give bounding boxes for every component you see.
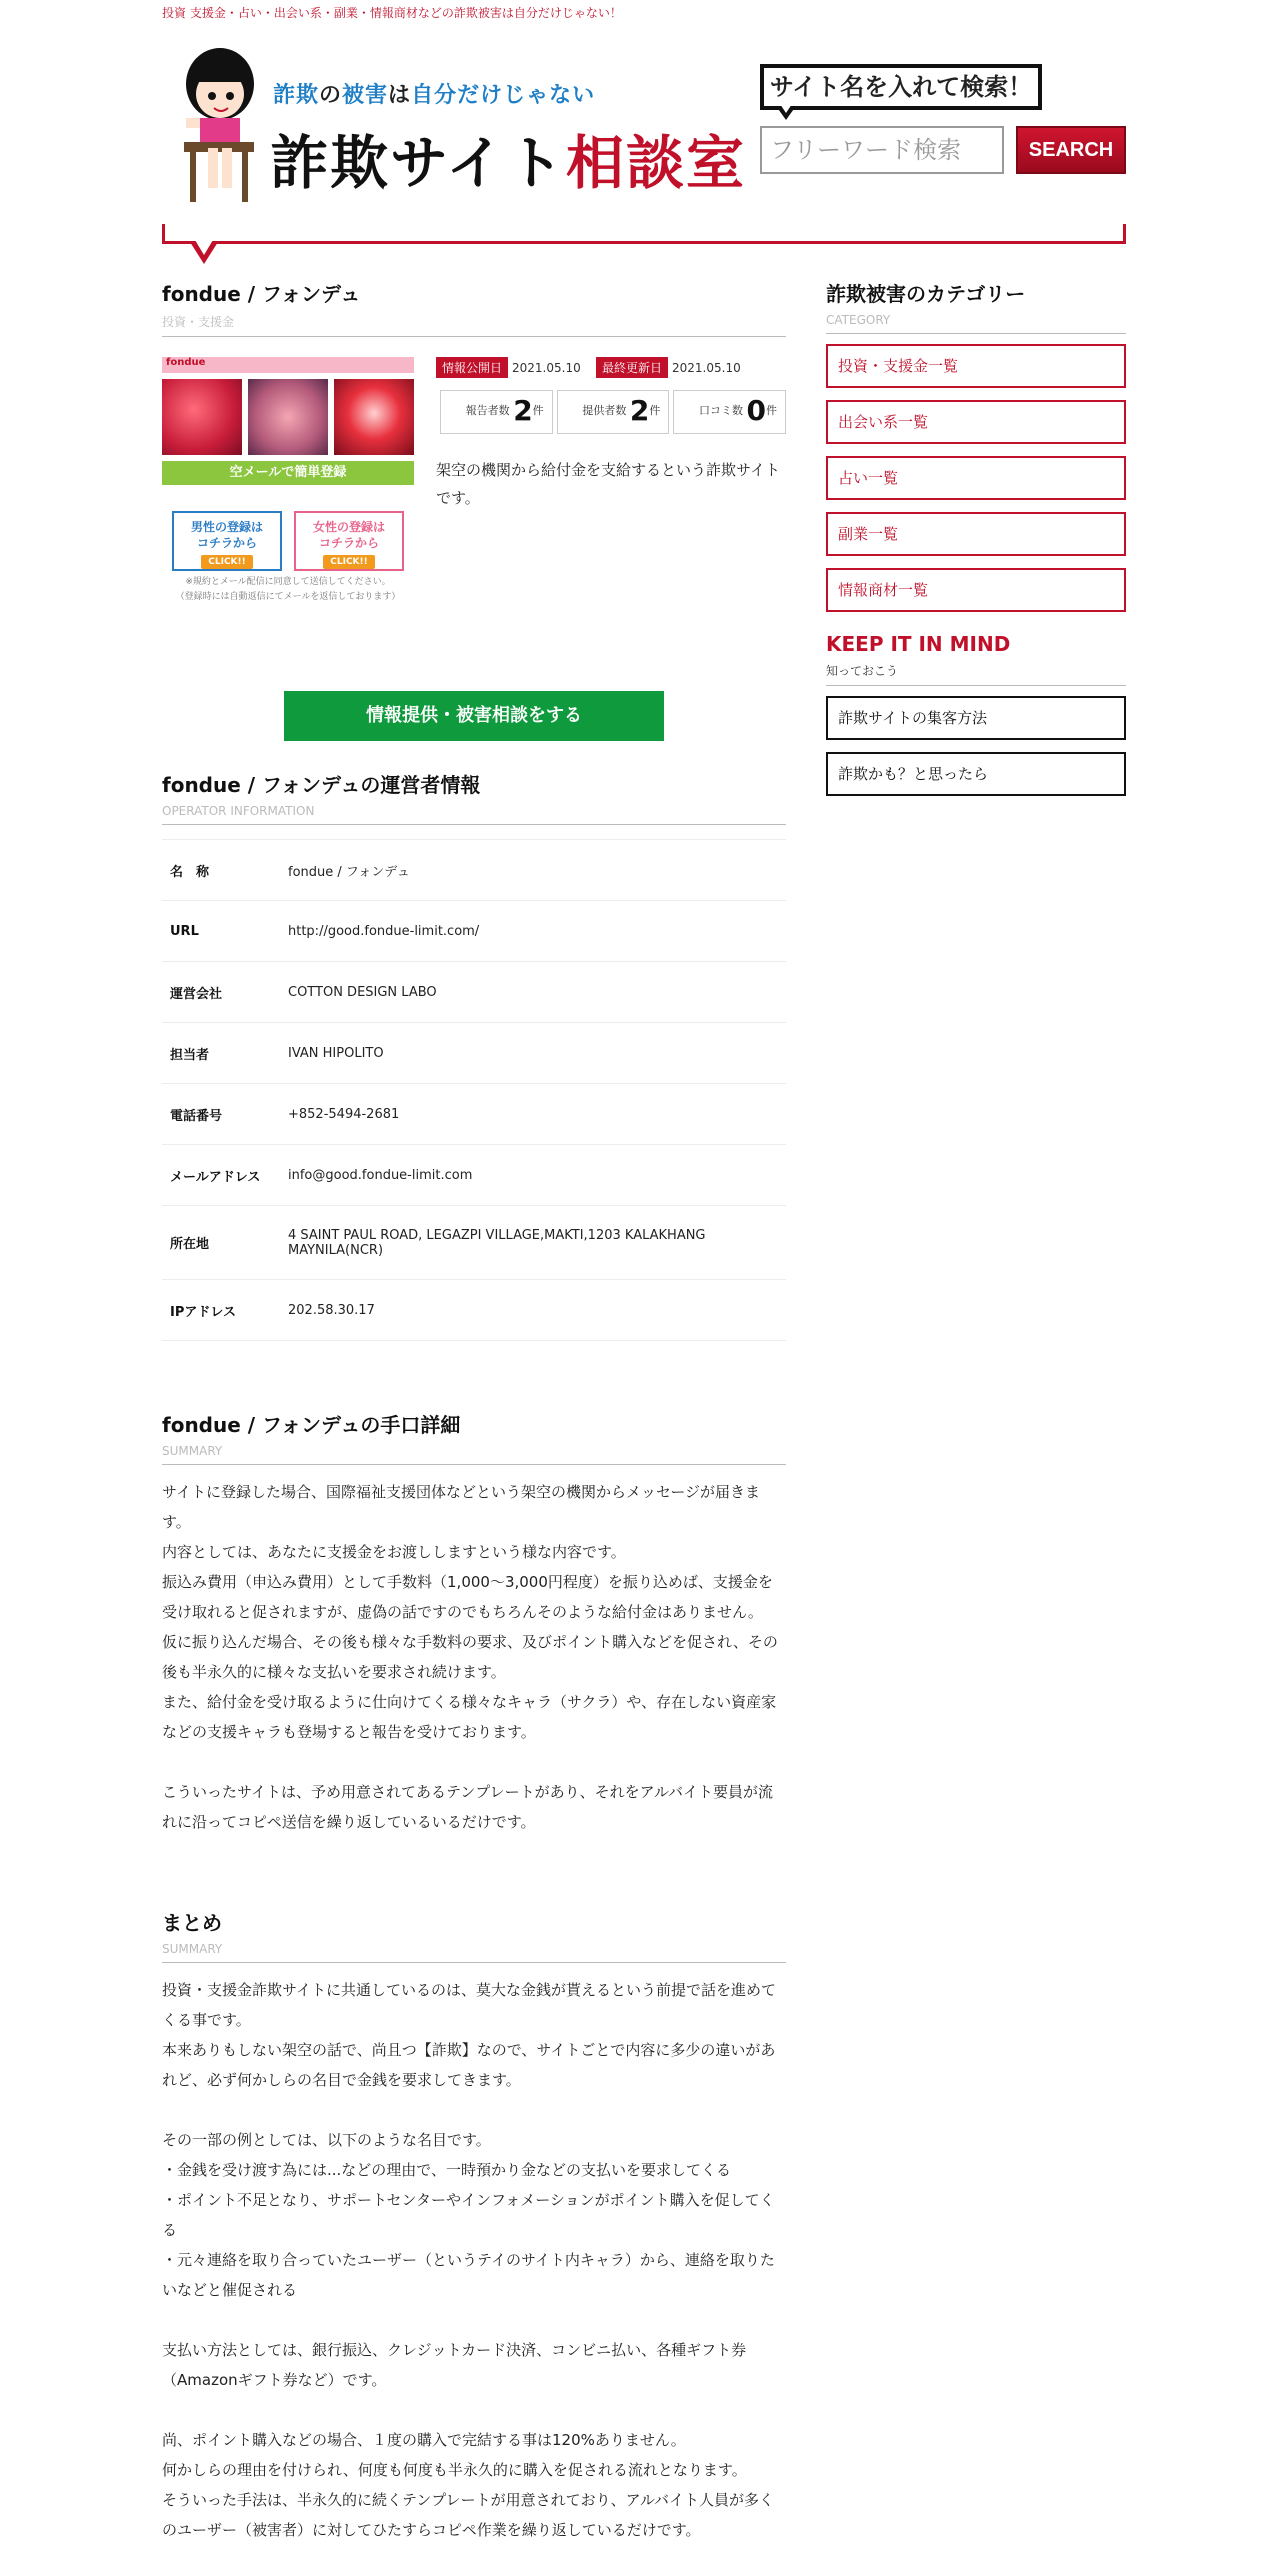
reviews-count-box: 口コミ数 0件	[673, 390, 786, 434]
summary-body: サイトに登録した場合、国際福祉支援団体などという架空の機関からメッセージが届きます。 内容としては、あなたに支援金をお渡ししますという様な内容です。 振込み費用（申込み費用）として手数料（1,000〜3,000円程度）を振り込めば、支援金を受け取れると促されますが、虚偽の話ですのでもちろんそのような給付金はありません。 仮に振り込んだ場合、その後も様々な手数料の要求、及びポイント購入などを促され、その後も半永久的に様々な支払いを要求され続けます。 また、給付金を受け取るように仕向けてくる様々なキャラ（サクラ）や、存在しない資産家などの支援キャラも登場すると報告を受けております。 こういったサイトは、予め用意されてあるテンプレートがあり、それをアルバイト要員が流れに沿ってコピペ送信を繰り返しているいるだけです。	[162, 1483, 778, 1831]
thumb-header: fondue	[162, 357, 414, 373]
matome-body: 投資・支援金詐欺サイトに共通しているのは、莫大な金銭が貰えるという前提で話を進めてくる事です。 本来ありもしない架空の話で、尚且つ【詐欺】なので、サイトごとで内容に多少の違いがあれど、必ず何かしらの名目で金銭を要求してきます。 その一部の例としては、以下のような名目です。 ・金銭を受け渡す為には...などの理由で、一時預かり金などの支払いを要求してくる ・ポイント不足となり、サポートセンターやインフォメーションがポイント購入を促してくる ・元々連絡を取り合っていたユーザー（というテイのサイト内キャラ）から、連絡を取りたいなどと催促される 支払い方法としては、銀行振込、クレジットカード決済、コンビニ払い、各種ギフト券（Amazonギフト券など）です。 尚、ポイント購入などの場合、１度の購入で完結する事は120%ありません。 何かしらの理由を付けられ、何度も何度も半永久的に購入を促される流れとなります。 そういった手法は、半永久的に続くテンプレートが用意されており、アルバイト人員が多くのユーザー（被害者）に対してひたすらコピペ作業を繰り返しているだけです。	[162, 1981, 776, 2539]
flower-image	[334, 379, 414, 455]
divider	[162, 1464, 786, 1465]
published-date: 2021.05.10	[512, 361, 581, 375]
sidebar-item-investment[interactable]: 投資・支援金一覧	[826, 344, 1126, 388]
sidebar-item-info-products[interactable]: 情報商材一覧	[826, 568, 1126, 612]
table-row: メールアドレス info@good.fondue-limit.com	[162, 1145, 786, 1206]
divider	[162, 1962, 786, 1963]
logo-title: 詐欺サイト相談室	[270, 129, 746, 197]
search-button[interactable]: SEARCH	[1016, 126, 1126, 174]
thumb-cta: 空メールで簡単登録	[162, 461, 414, 485]
divider	[162, 824, 786, 825]
operator-table	[162, 839, 786, 1341]
site-category[interactable]: 投資・支援金	[162, 315, 235, 329]
consult-button[interactable]: 情報提供・被害相談をする	[284, 691, 664, 741]
updated-date: 2021.05.10	[672, 361, 741, 375]
thumb-register-buttons	[172, 511, 414, 571]
table-row: 電話番号 +852-5494-2681	[162, 1084, 786, 1145]
site-overview	[162, 347, 786, 687]
keep-title: KEEP IT IN MIND	[826, 632, 1011, 656]
summary-subtitle: SUMMARY	[162, 1444, 223, 1458]
site-meta	[436, 357, 786, 512]
female-register-graphic: 女性の登録は コチラから CLICK!!	[294, 511, 404, 571]
search-input[interactable]	[760, 126, 1004, 174]
table-row: 運営会社 COTTON DESIGN LABO	[162, 962, 786, 1023]
sidebar-item-sidejob[interactable]: 副業一覧	[826, 512, 1126, 556]
matome-subtitle: SUMMARY	[162, 1942, 223, 1956]
operator-title: fondue / フォンデュの運営者情報	[162, 773, 481, 797]
table-row: 所在地 4 SAINT PAUL ROAD, LEGAZPI VILLAGE,MAKTI,1203 KALAKHANG MAYNILA(NCR)	[162, 1206, 786, 1280]
male-register-graphic: 男性の登録は コチラから CLICK!!	[172, 511, 282, 571]
header-tagline: 投資 支援金・占い・出会い系・副業・情報商材などの詐欺被害は自分だけじゃない！	[162, 6, 622, 20]
sidebar-item-dating[interactable]: 出会い系一覧	[826, 400, 1126, 444]
updated-badge: 最終更新日	[596, 357, 668, 378]
thumb-images	[162, 379, 414, 455]
site-title: fondue / フォンデュ	[162, 282, 361, 306]
published-badge: 情報公開日	[436, 357, 508, 378]
logo-subtitle: 詐欺の被害は自分だけじゃない	[273, 83, 596, 108]
flower-image	[248, 379, 328, 455]
providers-count-box: 提供者数 2件	[557, 390, 670, 434]
table-row: 担当者 IVAN HIPOLITO	[162, 1023, 786, 1084]
thumb-note: ※規約とメール配信に同意して送信してください。 （登録時には自動返信にてメールを返信しております）	[175, 577, 401, 602]
site-description: 架空の機関から給付金を支給するという詐欺サイトです。	[436, 461, 780, 507]
header-divider	[162, 224, 1126, 244]
bubble-tail-inner	[780, 104, 792, 113]
header-notch-inner	[195, 240, 213, 255]
summary-title: fondue / フォンデュの手口詳細	[162, 1413, 461, 1437]
count-boxes	[440, 390, 786, 434]
divider	[826, 685, 1126, 686]
category-title: 詐欺被害のカテゴリー	[826, 282, 1026, 306]
operator-subtitle: OPERATOR INFORMATION	[162, 804, 315, 818]
date-row	[436, 357, 786, 378]
table-row: 名 称 fondue / フォンデュ	[162, 840, 786, 901]
keep-subtitle: 知っておこう	[826, 664, 899, 678]
main-content	[162, 278, 786, 2545]
sidebar-item-suspect-fraud[interactable]: 詐欺かも？と思ったら	[826, 752, 1126, 796]
sidebar	[826, 278, 1126, 808]
reporters-count-box: 報告者数 2件	[440, 390, 553, 434]
table-row: URL http://good.fondue-limit.com/	[162, 901, 786, 962]
divider	[162, 336, 786, 337]
category-subtitle: CATEGORY	[826, 313, 891, 327]
sidebar-item-attract-methods[interactable]: 詐欺サイトの集客方法	[826, 696, 1126, 740]
site-screenshot	[162, 357, 414, 621]
mascot-girl-icon	[178, 44, 268, 204]
flower-image	[162, 379, 242, 455]
table-row: IPアドレス 202.58.30.17	[162, 1280, 786, 1341]
divider	[826, 333, 1126, 334]
sidebar-item-fortune[interactable]: 占い一覧	[826, 456, 1126, 500]
site-logo[interactable]	[178, 44, 746, 204]
matome-title: まとめ	[162, 1911, 222, 1935]
search-bubble: サイト名を入れて検索！	[760, 64, 1042, 110]
